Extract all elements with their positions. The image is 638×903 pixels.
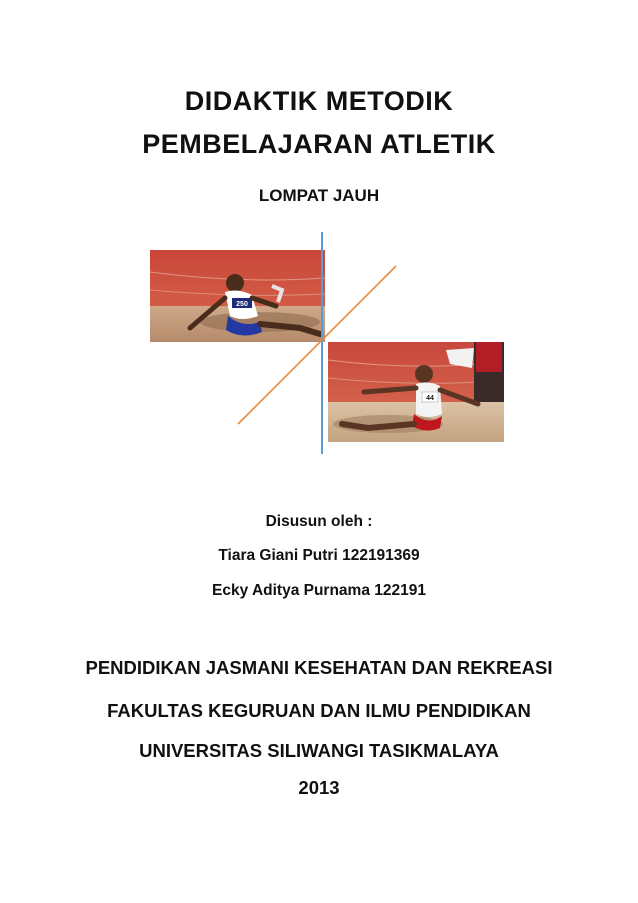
connector-lines — [150, 232, 506, 454]
institution-line-3: UNIVERSITAS SILIWANGI TASIKMALAYA — [139, 740, 499, 761]
bib-number-1: 250 — [236, 301, 248, 308]
author-1: Tiara Giani Putri 122191369 — [218, 547, 420, 564]
year: 2013 — [298, 777, 340, 798]
subtitle: LOMPAT JAUH — [258, 186, 380, 205]
compiled-by-label: Disusun oleh : — [265, 513, 373, 530]
title-line-2: PEMBELAJARAN ATLETIK — [142, 129, 496, 159]
institution-line-1: PENDIDIKAN JASMANI KESEHATAN DAN REKREASI — [85, 657, 553, 678]
bib-number-2: 44 — [426, 395, 434, 402]
title-line-1: DIDAKTIK METODIK — [184, 86, 454, 116]
diagonal-line — [238, 266, 396, 424]
cover-figure — [150, 232, 506, 454]
author-2: Ecky Aditya Purnama 122191 — [212, 582, 426, 599]
institution-line-2: FAKULTAS KEGURUAN DAN ILMU PENDIDIKAN — [107, 700, 531, 721]
